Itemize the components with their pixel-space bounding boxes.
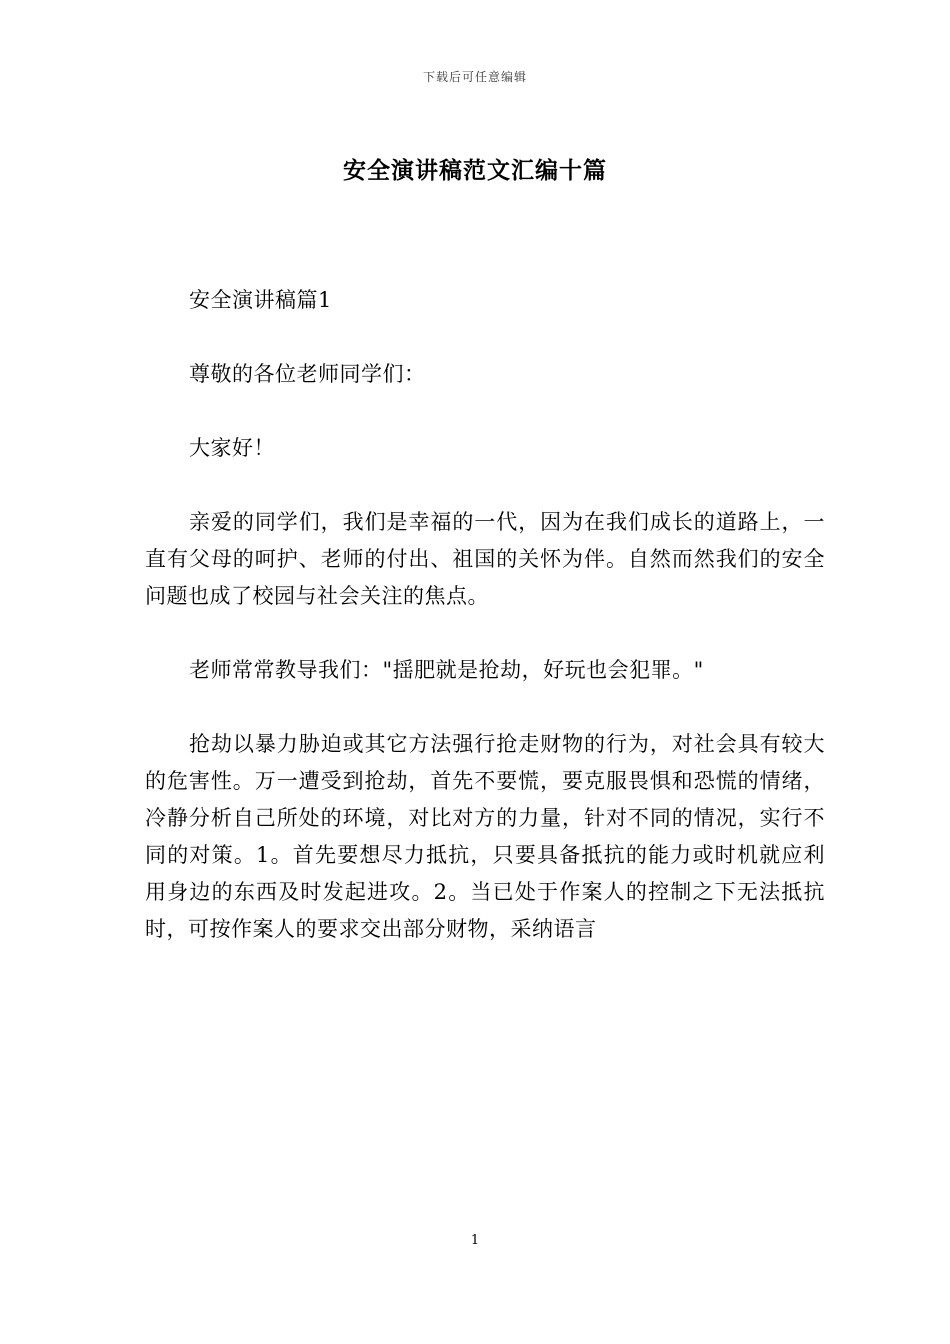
paragraph-greeting: 大家好！	[189, 436, 275, 460]
header-note: 下载后可任意编辑	[422, 70, 527, 84]
paragraph-salutation: 尊敬的各位老师同学们：	[189, 362, 426, 386]
paragraph-section-heading: 安全演讲稿篇1	[189, 288, 332, 312]
paragraph-teacher-quote: 老师常常教导我们："揺肥就是抢劫，好玩也会犯罪。"	[189, 658, 704, 682]
paragraph-robbery-advice: 抢劫以暴力胁迫或其它方法强行抢走财物的行为，对社会具有较大的危害性。万一遭受到抢劫，首先不要慌，要克服畏惧和恐慌的情绪，冷静分析自己所处的环境，对比对方的力量，针对不同的情况，实行不同的对策。1。首先要想尽力抵抗，只要具备抵抗的能力或时机就应利用身边的东西及时发起进攻。2。当已处于作案人的控制之下无法抵抗时，可按作案人的要求交出部分财物，采纳语言	[145, 732, 825, 941]
document-title: 安全演讲稿范文汇编十篇	[343, 157, 607, 184]
paragraph-intro: 亲爱的同学们，我们是幸福的一代，因为在我们成长的道路上，一直有父母的呵护、老师的付出、祖国的关怀为伴。自然而然我们的安全问题也成了校园与社会关注的焦点。	[145, 510, 825, 608]
document-body	[145, 282, 825, 985]
page-number: 1	[470, 1233, 480, 1248]
